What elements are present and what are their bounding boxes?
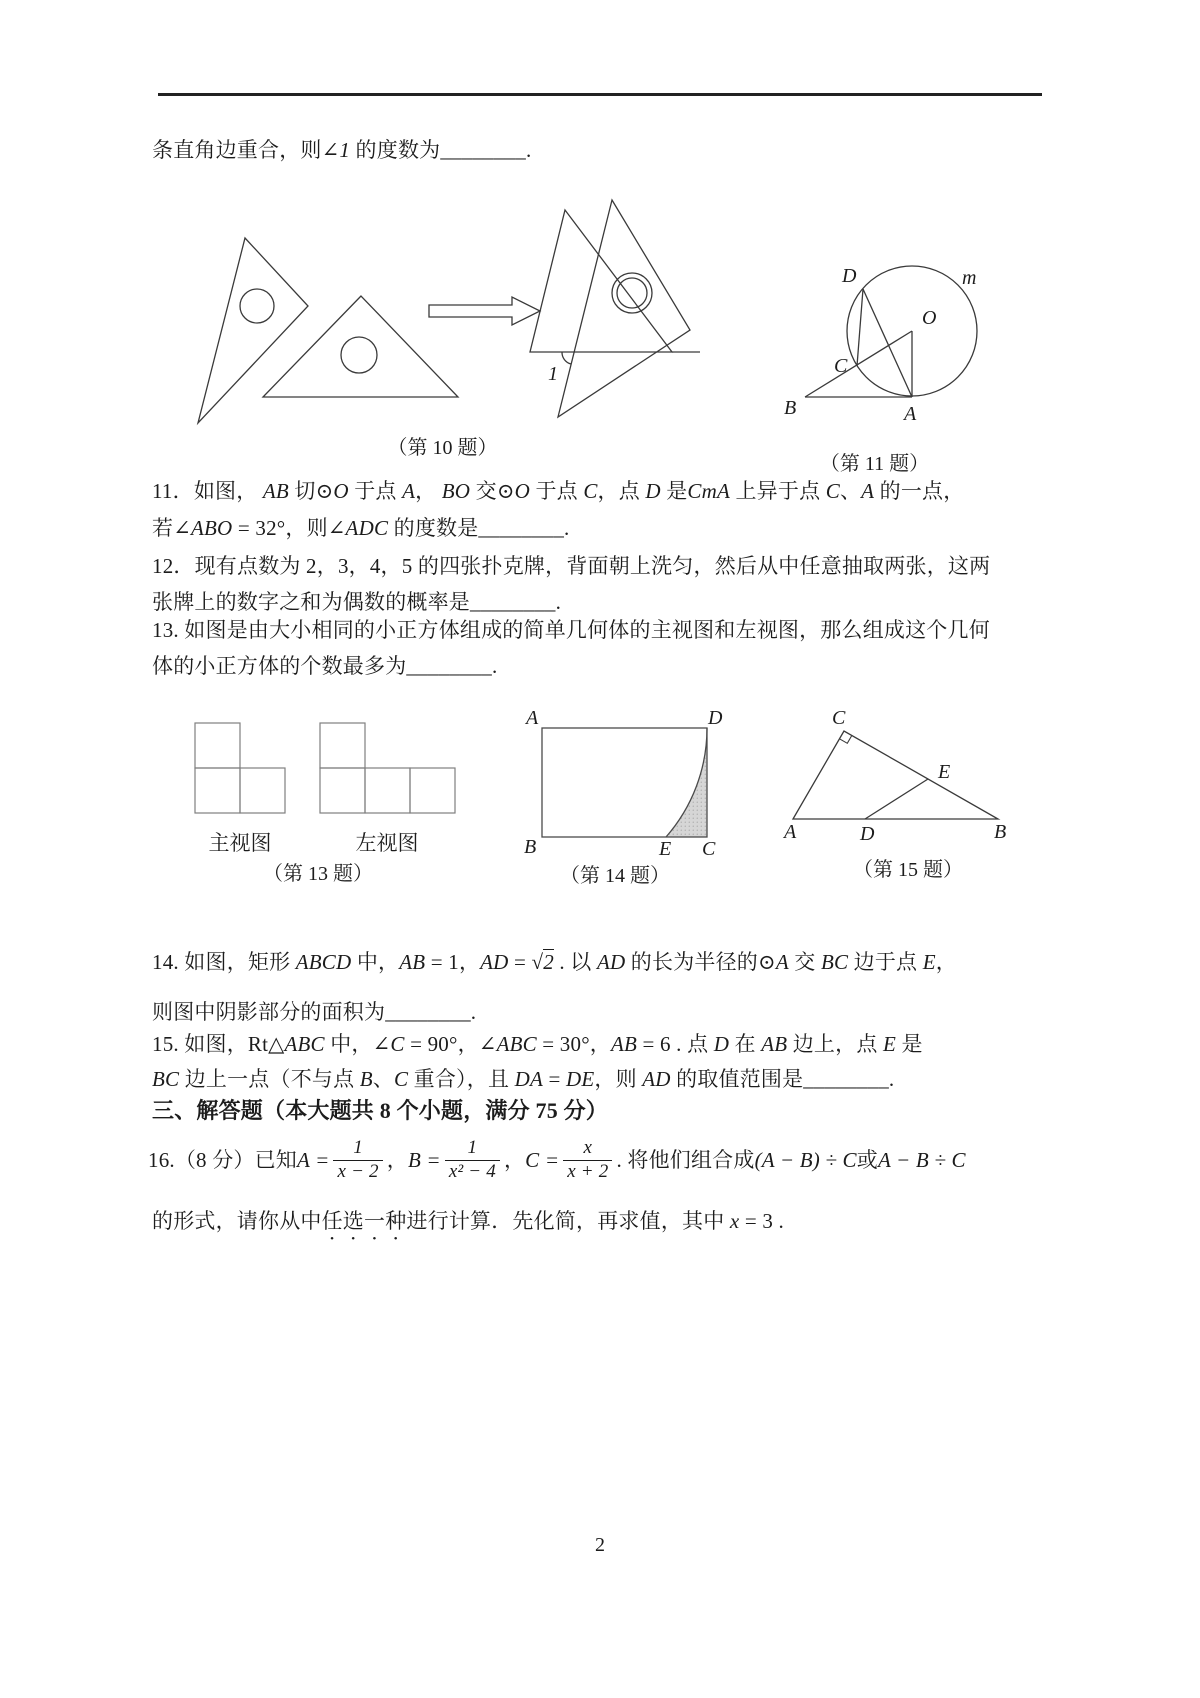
q16-C-lhs: C =	[525, 1148, 560, 1172]
front-view-label: 主视图	[208, 831, 272, 855]
question-15-line-2: BC 边上一点（不与点 B、C 重合），且 DA = DE，则 AD 的取值范围是________.	[152, 1067, 895, 1091]
side-view-label: 左视图	[355, 831, 419, 855]
q16-expression-1: (A − B) ÷ C	[754, 1148, 857, 1172]
question-10-stem-continued: 条直角边重合，则∠1 的度数为________.	[152, 138, 532, 162]
side-view-bottom-square-3	[410, 768, 455, 813]
question-12-line-2: 张牌上的数字之和为偶数的概率是________.	[152, 590, 562, 614]
fraction-A	[333, 1137, 382, 1184]
point-A-label: A	[784, 821, 797, 843]
fraction-C-numerator: x	[583, 1136, 593, 1158]
fraction-B	[445, 1137, 500, 1184]
figure-q13	[185, 718, 475, 818]
question-14-line-1: 14. 如图，矩形 ABCD 中，AB = 1，AD = √2 . 以 AD 的长为半径的⊙A 交 BC 边于点 E，	[152, 950, 957, 974]
point-D-label: D	[860, 823, 875, 845]
front-view-top-square	[195, 723, 240, 768]
set-square-1	[198, 238, 308, 423]
angle-1-arc	[562, 352, 571, 364]
side-view-bottom-square-2	[365, 768, 410, 813]
point-A-label: A	[526, 707, 539, 729]
side-view-top-square	[320, 723, 365, 768]
fraction-C-denominator: x + 2	[563, 1160, 612, 1184]
overlapped-hole-inner	[617, 278, 647, 308]
fraction-A-numerator: 1	[353, 1136, 363, 1158]
fraction-A-denominator: x − 2	[333, 1160, 382, 1184]
question-13-line-1: 13. 如图是由大小相同的小正方体组成的简单几何体的主视图和左视图，那么组成这个几何	[152, 618, 990, 642]
front-view-bottom-square-2	[240, 768, 285, 813]
q16-separator-1: ，	[386, 1148, 408, 1172]
figure-q14	[520, 705, 730, 860]
q16-expression-2: A − B ÷ C	[877, 1148, 966, 1172]
segment-DE	[865, 779, 928, 819]
figure-q10-caption: （第 10 题）	[387, 437, 498, 459]
side-view-bottom-square-1	[320, 768, 365, 813]
q16-lead: 16.（8 分）已知	[148, 1148, 297, 1172]
shaded-region	[666, 728, 707, 837]
q16-or-word: 或	[856, 1148, 878, 1172]
angle-1-label: 1	[548, 363, 558, 385]
q16-A-lhs: A =	[297, 1148, 330, 1172]
overlapped-hole-outer	[612, 273, 652, 313]
point-D-label: D	[708, 707, 723, 729]
point-O-label: O	[922, 307, 937, 329]
triangle-ABC	[793, 731, 998, 819]
question-16-line-2: 的形式，请你从中任选一种进行计算．先化简，再求值，其中 x = 3 .	[152, 1209, 784, 1233]
question-16-line-1	[148, 1118, 966, 1202]
question-11-line-1: 11．如图， AB 切⊙O 于点 A， BO 交⊙O 于点 C，点 D 是CmA 上异于点 C、A 的一点，	[152, 479, 965, 503]
q16-B-lhs: B =	[407, 1148, 441, 1172]
point-E-label: E	[659, 838, 672, 860]
question-11-line-2: 若∠ABO = 32°，则∠ADC 的度数是________.	[152, 516, 570, 540]
point-A-label: A	[904, 403, 917, 425]
point-C-label: C	[832, 707, 846, 729]
point-C-label: C	[702, 838, 716, 860]
point-C-label: C	[834, 355, 848, 377]
figure-q15	[780, 648, 1020, 848]
point-E-label: E	[938, 761, 951, 783]
set-square-1-hole	[240, 289, 274, 323]
point-B-label: B	[994, 821, 1007, 843]
question-14-line-2: 则图中阴影部分的面积为________.	[152, 1000, 477, 1024]
figure-q13-caption: （第 13 题）	[263, 863, 373, 885]
figure-q11	[770, 240, 1030, 430]
fraction-B-denominator: x² − 4	[445, 1160, 500, 1184]
question-13-line-2: 体的小正方体的个数最多为________.	[152, 654, 498, 678]
figure-q11-caption: （第 11 题）	[819, 453, 930, 475]
overlapped-triangle-1	[530, 210, 672, 352]
arrow-icon	[429, 297, 540, 325]
header-rule	[158, 93, 1042, 96]
fraction-C	[563, 1137, 612, 1184]
page-number: 2	[595, 1534, 605, 1556]
point-B-label: B	[784, 397, 797, 419]
overlapped-triangle-2	[558, 200, 690, 417]
figure-q10	[160, 195, 705, 435]
q16-separator-2: ，	[503, 1148, 526, 1172]
chord-DC	[857, 289, 863, 366]
figure-q14-caption: （第 14 题）	[560, 865, 670, 887]
question-15-line-1: 15. 如图，Rt△ABC 中，∠C = 90°，∠ABC = 30°，AB = 6 . 点 D 在 AB 边上，点 E 是	[152, 1032, 923, 1056]
question-12-line-1: 12．现有点数为 2，3，4，5 的四张扑克牌，背面朝上洗匀，然后从中任意抽取两张，这两	[152, 554, 991, 578]
arc-m-label: m	[962, 267, 977, 289]
set-square-2-hole	[341, 337, 377, 373]
figure-q15-caption: （第 15 题）	[853, 859, 963, 881]
point-B-label: B	[524, 836, 537, 858]
q16-tail: . 将他们组合成	[616, 1148, 755, 1172]
front-view-bottom-square-1	[195, 768, 240, 813]
point-D-label: D	[842, 265, 857, 287]
fraction-B-numerator: 1	[467, 1136, 478, 1158]
section-3-header: 三、解答题（本大题共 8 个小题，满分 75 分）	[152, 1098, 609, 1123]
